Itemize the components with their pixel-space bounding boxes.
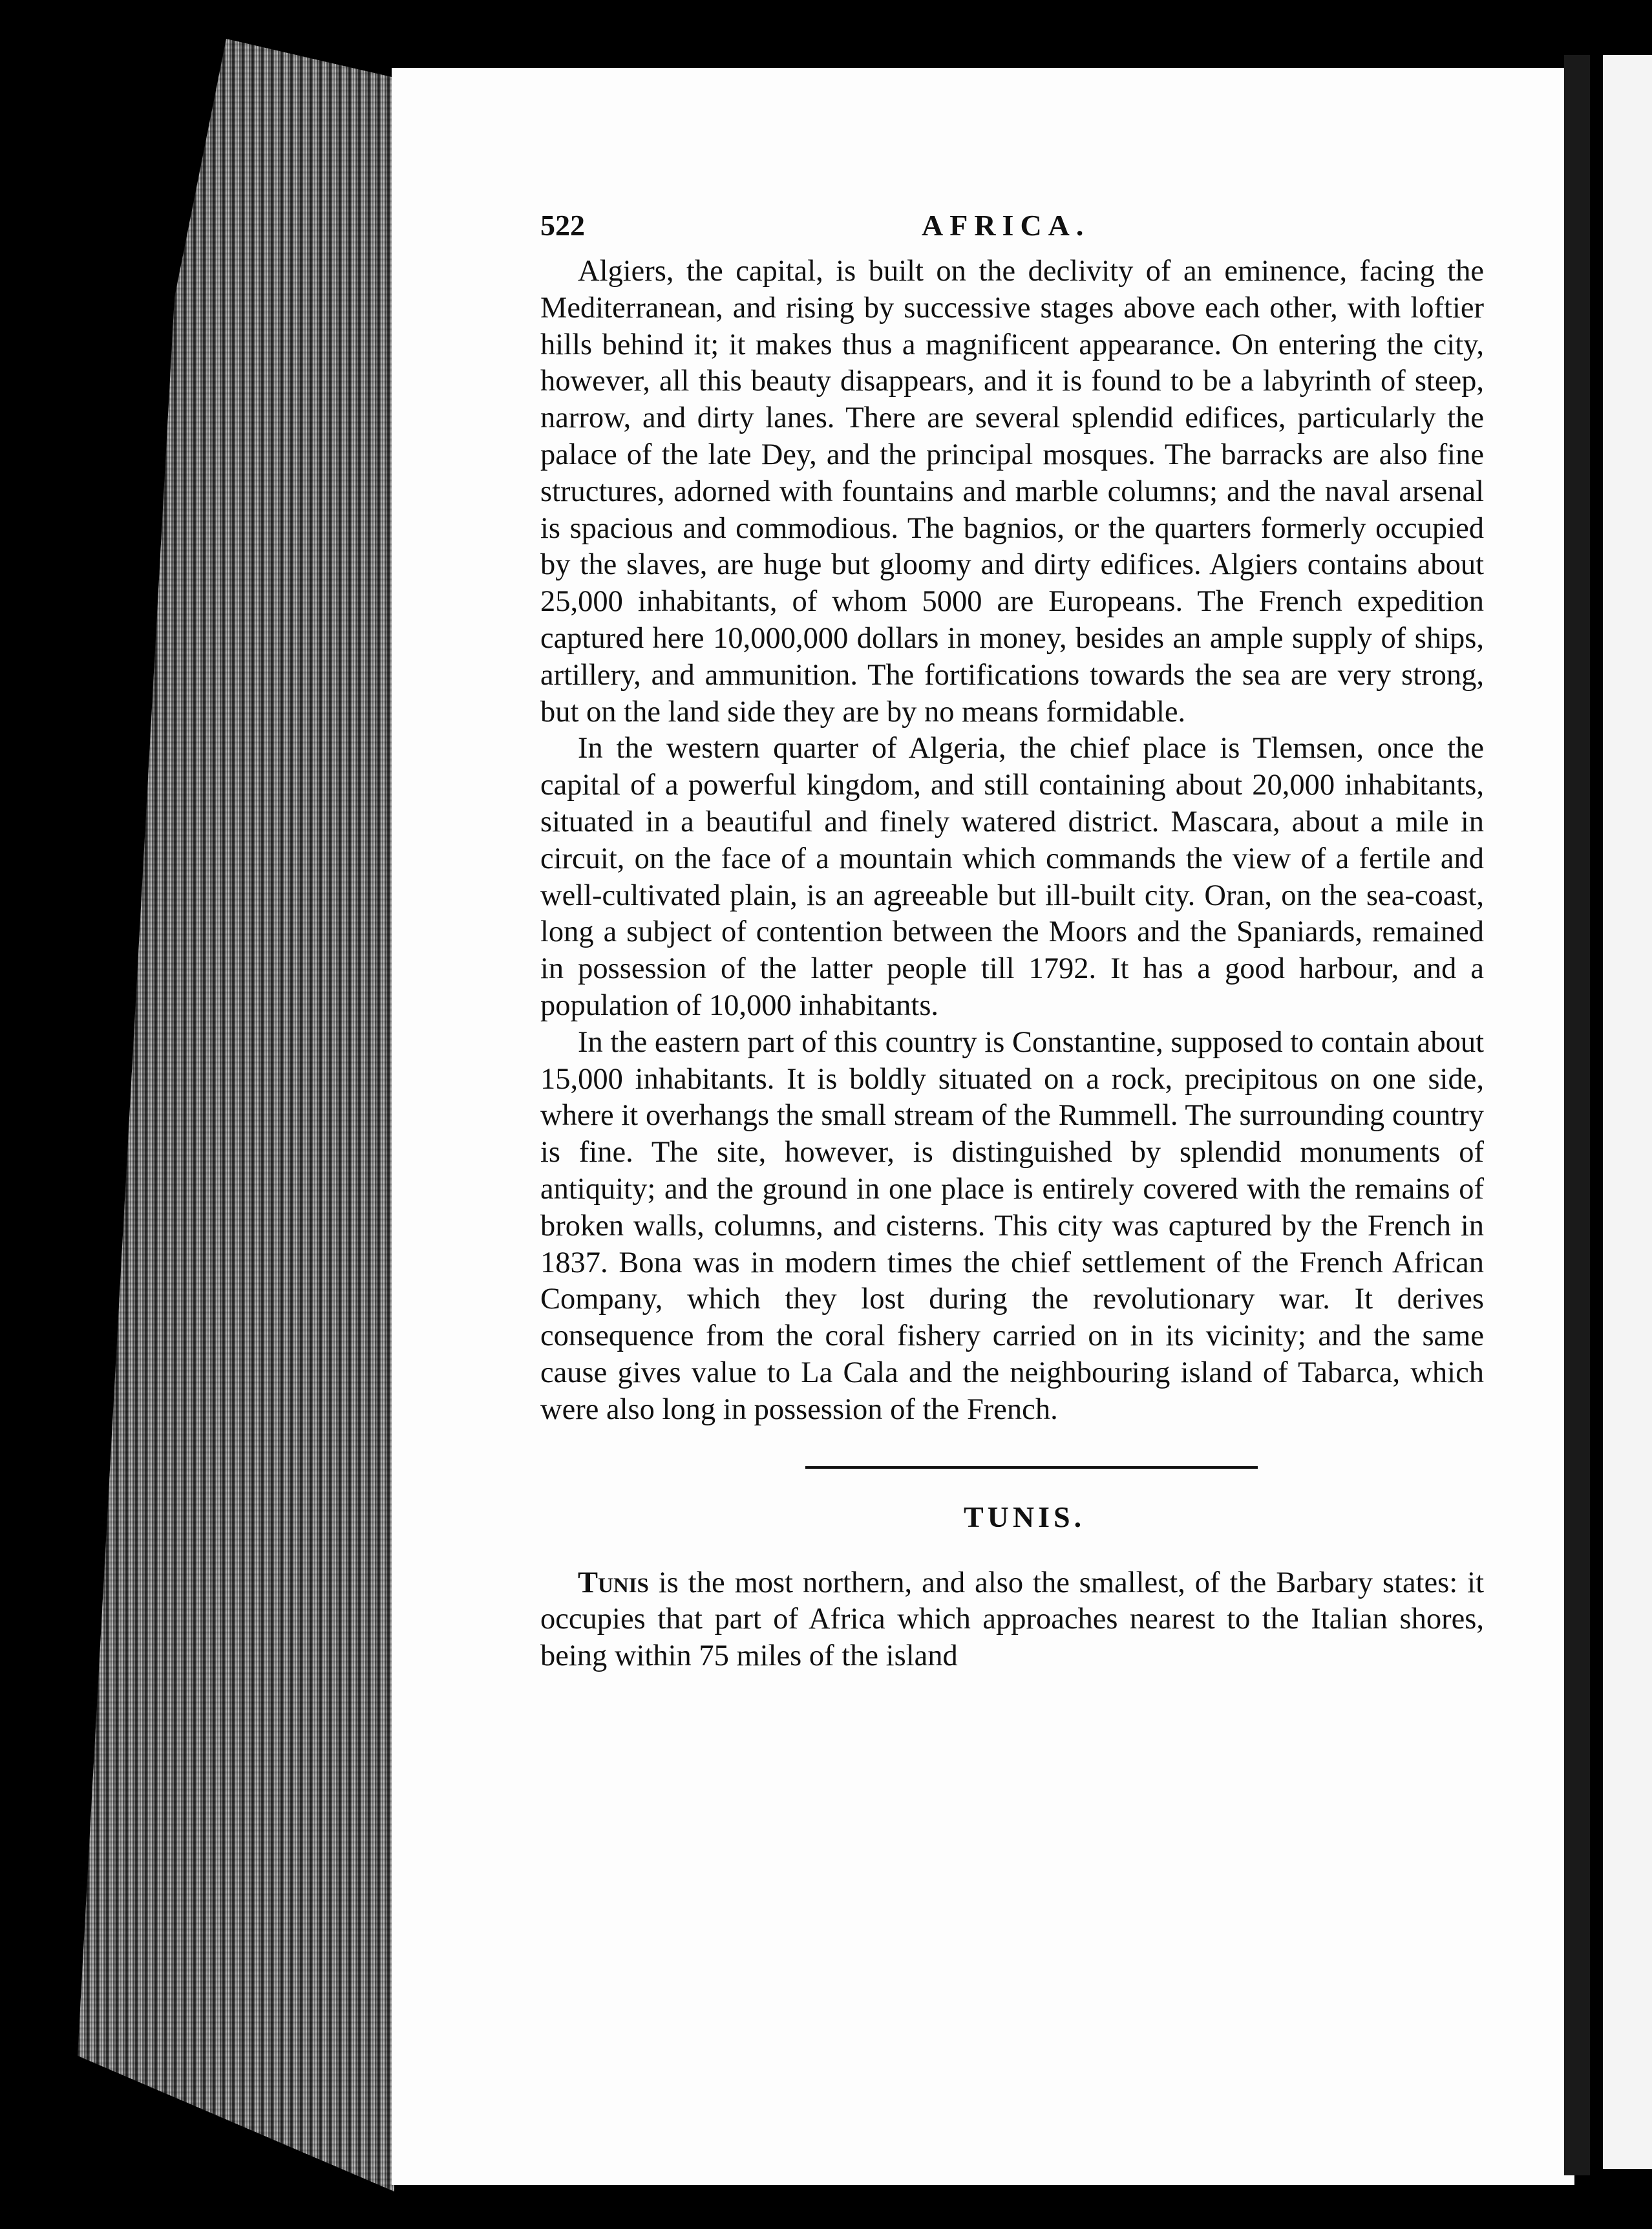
running-title: AFRICA. — [922, 209, 1090, 242]
paragraph-western-algeria: In the western quarter of Algeria, the chief place is Tlemsen, once the capital of a powerful kingdom, and still containing about 20,000 inhabitants, situated in a beautiful and finely watered district. Mascara, about a mile in circuit, on the face of a mountain which commands the view of a fertile and well-cultivated plain, is an agreeable but ill-built city. Oran, on the sea-coast, long a subject of contention between the Moors and the Spaniards, remained in possession of the latter people till 1792. It has a good harbour, and a population of 10,000 inhabitants. — [540, 732, 1484, 1022]
paragraph-algiers: Algiers, the capital, is built on the declivity of an eminence, facing the Mediterranean, and rising by successive stages above each other, with loftier hills behind it; it makes thus a magnificent appearance. On entering the city, however, all this beauty disappears, and it is found to be a labyrinth of steep, narrow, and dirty lanes. There are several splendid edifices, particularly the palace of the late Dey, and the principal mosques. The barracks are also fine structures, adorned with fountains and marble columns; and the naval arsenal is spacious and commodious. The bagnios, or the quarters formerly occupied by the slaves, are huge but gloomy and dirty edifices. Algiers contains about 25,000 inhabitants, of whom 5000 are Europeans. The French expedition captured here 10,000,000 dollars in money, besides an ample supply of ships, artillery, and ammunition. The fortifications towards the sea are very strong, but on the land side they are by no means formidable. — [540, 255, 1484, 729]
paragraph-tunis — [540, 1565, 1484, 1675]
section-heading-tunis: TUNIS. — [964, 1500, 1086, 1533]
paragraph-eastern-algeria: In the eastern part of this country is Constantine, supposed to contain about 15,000 inhabitants. It is boldly situated on a rock, precipitous on one side, where it overhangs the small stream of the Rummell. The surrounding country is fine. The site, however, is distinguished by splendid monuments of antiquity; and the ground in one place is entirely covered with the remains of broken walls, columns, and cisterns. This city was captured by the French in 1837. Bona was in modern times the chief settlement of the French African Company, which they lost during the revolutionary war. It derives consequence from the coral fishery carried on in its vicinity; and the same cause gives value to La Cala and the neighbouring island of Tabarca, which were also long in possession of the French. — [540, 1025, 1484, 1426]
running-header — [540, 208, 1484, 253]
page-number: 522 — [540, 209, 585, 242]
book-page-edges — [78, 39, 394, 2192]
page-text-block — [540, 208, 1484, 1675]
lead-word: Tunis — [578, 1566, 649, 1599]
section-divider — [805, 1466, 1258, 1469]
paragraph-tunis-text: is the most northern, and also the smallest, of the Barbary states: it occupies that part of Africa which approaches nearest to the Italian shores, being within 75 miles of the island — [540, 1566, 1484, 1673]
facing-page-edge — [1603, 55, 1652, 2169]
book-binding-shadow — [1564, 55, 1590, 2175]
